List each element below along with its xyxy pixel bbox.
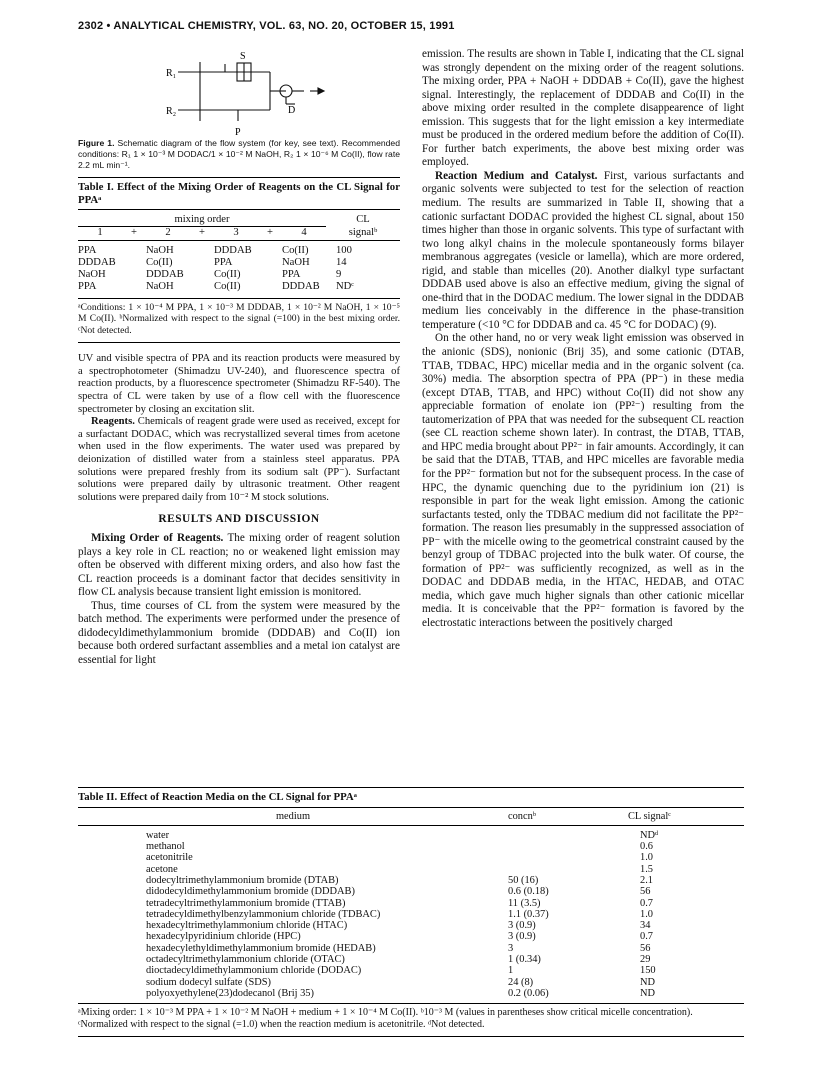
table-cell — [508, 864, 628, 875]
table-row — [78, 898, 744, 909]
table-cell: hexadecyltrimethylammonium chloride (HTAC) — [146, 920, 348, 932]
table-row — [78, 920, 744, 931]
table-cell: PPA — [78, 244, 97, 256]
right-column — [422, 48, 744, 631]
table-cell: PPA — [214, 256, 233, 268]
table-cell: 100 — [336, 244, 352, 256]
table-cell: DDDAB — [214, 244, 252, 256]
table-1-col-plus: + — [122, 227, 146, 240]
table-1-footnote: ᵃConditions: 1 × 10⁻⁴ M PPA, 1 × 10⁻³ M DDDAB, 1 × 10⁻² M NaOH, 1 × 10⁻⁵ M Co(II). ᵇNormalized with respect to the signal (=100) in the best mixing order. ᶜNot detected. — [78, 298, 400, 344]
table-2-header-medium: medium — [275, 810, 311, 822]
table-cell: hexadecylethyldimethylammonium bromide (HEDAB) — [146, 942, 376, 954]
table-cell: 0.2 (0.06) — [508, 987, 549, 999]
table-cell: 1.0 — [640, 908, 653, 920]
table-row — [78, 909, 744, 920]
table-row — [78, 875, 744, 886]
table-2-title: Table II. Effect of Reaction Media on the CL Signal for PPAᵃ — [78, 787, 744, 804]
left-column — [78, 48, 400, 667]
reaction-medium-heading: Reaction Medium and Catalyst. — [435, 169, 598, 182]
instrumentation-paragraph: UV and visible spectra of PPA and its reaction products were measured by a spectrophotometer (Shimadzu UV-240), and fluorescence spectra of reaction products, by a fluorescence spectrometer (Shimadzu RF-540). The spectra of CL were taken by use of a flow cell with the fluorescence spectrometer by closing an excitation slit. — [78, 353, 400, 415]
table-cell: 0.7 — [640, 897, 653, 909]
table-cell: 150 — [640, 965, 656, 977]
table-cell: sodium dodecyl sulfate (SDS) — [146, 976, 271, 988]
time-course-paragraph: Thus, time courses of CL from the system were measured by the batch method. The experiments were performed under the presence of didodecyldimethylammonium bromide (DDDAB) and Co(II) ion because both ordered surfactant assemblies and a metal ion catalyst are essential for light — [78, 599, 400, 666]
r1-label: R₁ — [166, 68, 177, 79]
table-1-col-plus: + — [258, 227, 282, 240]
table-cell: 3 — [508, 942, 514, 954]
table-cell: PPA — [78, 281, 97, 293]
table-cell: acetone — [146, 863, 178, 875]
table-cell: 2.1 — [640, 874, 653, 886]
mixing-order-text: The mixing order of reagent solution plays a key role in CL reaction; no or weakened light emission may often be observed with different mixing orders, and also how fast the CL reaction proceeds is a dominant factor that decides sensitivity in flow CL analysis because transient light emission is monitored. — [78, 531, 400, 599]
r2-label: R₂ — [166, 106, 177, 117]
table-1-title: Table I. Effect of the Mixing Order of Reagents on the CL Signal for PPAᵃ — [78, 177, 400, 206]
table-row — [78, 965, 744, 976]
table-1-col-number: 1 — [78, 227, 122, 240]
table-cell: 9 — [336, 269, 342, 281]
table-cell: 1.1 (0.37) — [508, 908, 549, 920]
table-cell: Co(II) — [214, 269, 241, 281]
table-2-block — [78, 783, 744, 1037]
table-row — [78, 245, 400, 257]
table-row — [78, 841, 744, 852]
table-cell — [508, 830, 628, 841]
table-cell: 14 — [336, 256, 347, 268]
table-1 — [78, 209, 400, 294]
table-cell: NaOH — [282, 256, 310, 268]
table-1-group-header: mixing order — [174, 214, 230, 225]
table-row — [78, 852, 744, 863]
table-cell: 34 — [640, 920, 651, 932]
mixing-order-paragraph — [78, 532, 400, 600]
table-1-col-number: 3 — [214, 227, 258, 240]
table-2-header-concn: concnᵇ — [508, 810, 537, 822]
table-cell: 0.7 — [640, 931, 653, 943]
table-row — [78, 281, 400, 293]
table-cell: hexadecylpyridinium chloride (HPC) — [146, 931, 301, 943]
figure-1-caption-label: Figure 1. — [78, 138, 115, 148]
table-cell: tetradecyltrimethylammonium bromide (TTAB) — [146, 897, 346, 909]
table-row — [78, 864, 744, 875]
table-cell: ND — [640, 987, 656, 999]
table-2 — [78, 807, 744, 1000]
table-cell: DDDAB — [282, 281, 320, 293]
reagents-heading: Reagents. — [91, 416, 135, 428]
flow-system-schematic — [78, 48, 400, 138]
table-cell: 1.5 — [640, 863, 653, 875]
s-label: S — [240, 51, 246, 62]
table-cell: Co(II) — [282, 244, 309, 256]
table-cell: 29 — [640, 954, 651, 966]
table-row — [78, 931, 744, 942]
table-cell: dioctadecyldimethylammonium chloride (DODAC) — [146, 965, 362, 977]
table-cell: 56 — [640, 942, 651, 954]
table-row — [78, 257, 400, 269]
table-cell: ND — [640, 976, 656, 988]
table-1-cl-header-2: signalᵇ — [348, 227, 378, 239]
table-1-col-plus: + — [190, 227, 214, 240]
table-cell: octadecyltrimethylammonium chloride (OTAC) — [146, 954, 345, 966]
figure-1-caption-text: Schematic diagram of the flow system (for key, see text). Recommended conditions: R₁ 1 × 10⁻³ M DODAC/1 × 10⁻² M NaOH, R₂ 1 × 10⁻⁶ M Co(II), flow rate 2.2 mL min⁻¹. — [78, 138, 400, 170]
table-cell: acetonitrile — [146, 852, 193, 864]
table-cell: 50 (16) — [508, 874, 539, 886]
table-1-col-number: 2 — [146, 227, 190, 240]
reagents-text: Chemicals of reagent grade were used as received, except for a surfactant DODAC, which was recrystallized several times from acetone when used in the flow experiments. The water used was prepared by deionization of distilled water from a stainless steel apparatus. PPA solutions were prepared freshly from its sodium salt (PP⁻). Surfactant solutions were prepared daily by ultrasonic treatment. Other reagent solutions were prepared daily from 10⁻² M stock solutions. — [78, 416, 400, 503]
table-row — [78, 977, 744, 988]
table-cell: NDᵈ — [640, 829, 659, 841]
table-cell: 1.0 — [640, 852, 653, 864]
table-cell: NaOH — [78, 269, 106, 281]
table-1-cl-header: CL — [356, 214, 370, 226]
table-cell: 0.6 (0.18) — [508, 886, 549, 898]
figure-1-diagram — [78, 48, 400, 138]
table-cell: PPA — [282, 269, 301, 281]
table-row — [78, 954, 744, 965]
results-section-heading: RESULTS AND DISCUSSION — [158, 513, 320, 526]
table-cell: Co(II) — [146, 256, 173, 268]
table-cell: polyoxyethylene(23)dodecanol (Brij 35) — [146, 987, 314, 999]
table-cell: 1 — [508, 965, 514, 977]
table-1-col-number: 4 — [282, 227, 326, 240]
table-cell: 3 (0.9) — [508, 931, 536, 943]
table-cell: DDDAB — [78, 256, 116, 268]
reaction-medium-paragraph — [422, 170, 744, 333]
table-row — [78, 269, 400, 281]
table-cell: water — [146, 829, 170, 841]
mixing-order-heading: Mixing Order of Reagents. — [91, 531, 224, 544]
table-cell: 0.6 — [640, 841, 653, 853]
table-cell: didodecyldimethylammonium bromide (DDDAB) — [146, 886, 355, 898]
table-row — [78, 943, 744, 954]
table-cell: NaOH — [146, 281, 174, 293]
table-row — [78, 988, 744, 999]
media-discussion-paragraph: On the other hand, no or very weak light emission was observed in the anionic (SDS), nonionic (Brij 35), and some cationic (DTAB, TTAB, TDBAC, HPC) micellar media and in the organic solvent (ca. 30%) media. The absorption spectra of PPA (PP⁻) in these media (except DTAB, TTAB, and HPC) without Co(II) did not show any appreciable formation of enolate ion (PP²⁻) resulting from the tautomerization of PPA that was needed for the subsequent CL reaction (see CL reaction scheme shown later). In contrast, the DTAB, TTAB, and HPC media brought about PP²⁻ in fair amounts. Accordingly, it can be said that the DTAB, TTAB, and HPC micelles are favorable media for the PP²⁻ formation but not for the subsequent process. In the case of HPC, the dynamic quenching due to the pyridinium ion (21) is responsible in part for the weak light emission. Among the cationic surfactants tested, only the TDBAC medium did not facilitate the PP²⁻ formation. The reason lies presumably in the suppressed association of PP⁻ with the micelle owing to the geometrical constraint caused by the benzyl group of TDBAC projected into the bulk water. Of course, the formation of PP²⁻ was sufficiently recognized, as well as in the DODAC and DDDAB media, in the HTAC, HEDAB, and OTAC media, which gave much higher signals than other cationic micellar media. It is conceivable that the PP²⁻ formation is favored by the electrostatic interactions between the positively charged — [422, 332, 744, 629]
reaction-medium-text: First, various surfactants and organic solvents were subjected to test for the selection of reaction medium. The results are summarized in Table II, showing that a cationic surfactant DODAC provided the highest CL signal, about 150 times higher than those in organic solvents. This type of surfactant with two long alkyl chains in the molecule spontaneously forms bilayer membranous aggregates (vesicle or lamella), which are more ordered, rigid, and stable than micelles (20). Another dialkyl type surfactant DDDAB used above is also an effective medium, giving the signal of one-third that in the DODAC medium. The lower signal in the DDDAB medium lies conceivably in the difference in the phase-transition temperature (<10 °C for DDDAB and ca. 45 °C for DODAC) (9). — [422, 169, 744, 331]
table-cell: methanol — [146, 841, 185, 853]
table-cell: 56 — [640, 886, 651, 898]
table-cell: DDDAB — [146, 269, 184, 281]
table-cell: 11 (3.5) — [508, 897, 541, 909]
table-2-header-signal: CL signalᶜ — [628, 810, 671, 822]
d-label: D — [288, 105, 296, 116]
table-cell — [508, 852, 628, 863]
table-cell: dodecyltrimethylammonium bromide (DTAB) — [146, 874, 339, 886]
table-row — [78, 830, 744, 841]
table-row — [78, 886, 744, 897]
table-cell: NDᶜ — [336, 281, 355, 293]
table-cell: tetradecyldimethylbenzylammonium chloride (TDBAC) — [146, 908, 381, 920]
table-2-footnote: ᵃMixing order: 1 × 10⁻³ M PPA + 1 × 10⁻² M NaOH + medium + 1 × 10⁻⁴ M Co(II). ᵇ10⁻³ M (values in parentheses show critical micelle concentration). ᶜNormalized with respect to the signal (=1.0) when the reaction medium is acetonitrile. ᵈNot detected. — [78, 1003, 744, 1037]
table-cell: 24 (8) — [508, 976, 534, 988]
running-header: 2302 • ANALYTICAL CHEMISTRY, VOL. 63, NO. 20, OCTOBER 15, 1991 — [78, 20, 455, 32]
p-label: P — [235, 127, 241, 138]
results-continuation-paragraph: emission. The results are shown in Table I, indicating that the CL signal was strongly dependent on the mixing order of the reagent solutions. The mixing order, PPA + NaOH + DDDAB + Co(II), gave the highest signal. Interestingly, the replacement of DDDAB and Co(II) in the above mixing order resulted in the complete disappearence of light emission. This suggests that for the light emission a key intermediate must be produced in the ordered medium before the addition of Co(II). For further batch experiments, the above best mixing order was employed. — [422, 48, 744, 169]
table-cell: 1 (0.34) — [508, 954, 541, 966]
table-cell: NaOH — [146, 244, 174, 256]
table-cell: 3 (0.9) — [508, 920, 536, 932]
table-cell: Co(II) — [214, 281, 241, 293]
reagents-paragraph — [78, 416, 400, 504]
figure-1-caption — [78, 138, 400, 171]
table-cell — [508, 841, 628, 852]
